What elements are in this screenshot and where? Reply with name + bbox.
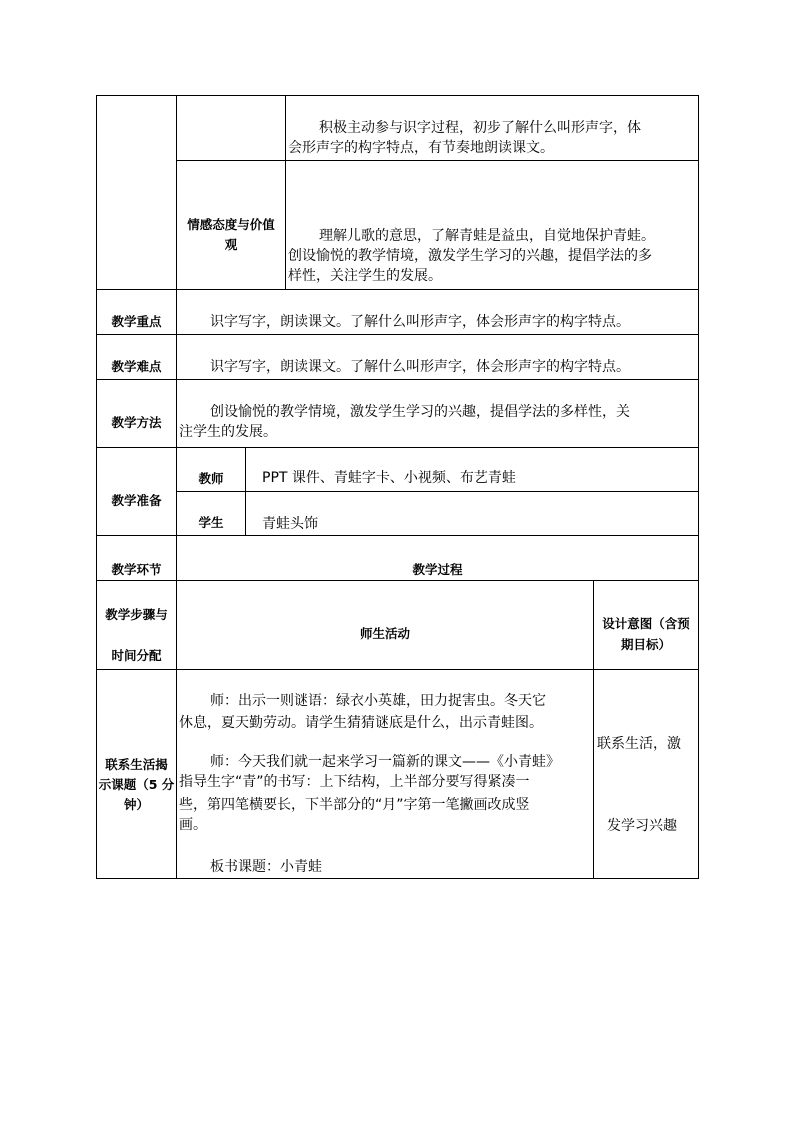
step1-p1-line2: 休息，夏天勤劳动。请学生猜猜谜底是什么，出示青蛙图。 bbox=[179, 715, 543, 731]
emotion-text-line2: 创设愉悦的教学情境，激发学生学习的兴趣，提倡学法的多 bbox=[288, 248, 652, 264]
step1-p1-line1: 师：出示一则谜语：绿衣小英雄，田力捉害虫。冬天它 bbox=[210, 693, 546, 709]
design-header-line2: 期目标） bbox=[620, 637, 671, 652]
cell-step1-label bbox=[96, 669, 177, 879]
process-goal-text-line2: 会形声字的构字特点，有节奏地朗读课文。 bbox=[288, 140, 554, 156]
difficulties-label: 教学难点 bbox=[111, 359, 162, 374]
preparation-label: 教学准备 bbox=[111, 493, 162, 508]
step1-label-line1: 联系生活揭 bbox=[105, 757, 168, 772]
design-header-line1: 设计意图（含预 bbox=[602, 616, 690, 631]
emotion-text-line3: 样性，关注学生的发展。 bbox=[288, 268, 442, 284]
step1-p2-line4: 画。 bbox=[179, 817, 207, 833]
process-value: 教学过程 bbox=[412, 562, 463, 577]
cell-process-goal-label bbox=[176, 95, 286, 161]
cell-objective-left-col bbox=[96, 95, 177, 290]
step1-label-line2: 示课题（5 分 bbox=[98, 777, 175, 792]
step1-label-line3: 钟） bbox=[123, 797, 149, 812]
teacher-label: 教师 bbox=[198, 471, 224, 486]
emotion-label-line2: 观 bbox=[224, 237, 238, 252]
teacher-text: PPT 课件、青蛙字卡、小视频、布艺青蛙 bbox=[262, 470, 516, 486]
process-goal-text-line1: 积极主动参与识字过程，初步了解什么叫形声字，体 bbox=[319, 120, 641, 136]
key-points-label: 教学重点 bbox=[111, 314, 162, 329]
steps-header-line2: 时间分配 bbox=[111, 648, 162, 663]
methods-label: 教学方法 bbox=[111, 415, 162, 430]
steps-header-line1: 教学步骤与 bbox=[105, 607, 168, 622]
cell-step1-design bbox=[593, 669, 699, 879]
activity-header: 师生活动 bbox=[359, 626, 410, 641]
student-label: 学生 bbox=[198, 515, 224, 530]
emotion-text-line1: 理解儿歌的意思，了解青蛙是益虫，自觉地保护青蛙。 bbox=[319, 228, 655, 244]
step1-p2-line3: 些，第四笔横要长，下半部分的“月”字第一笔撇画改成竖 bbox=[179, 797, 530, 813]
step1-p2-line1: 师：今天我们就一起来学习一篇新的课文——《小青蛙》 bbox=[210, 754, 560, 770]
step1-p2-line2: 指导生字“青”的书写：上下结构，上半部分要写得紧凑一 bbox=[179, 774, 530, 790]
key-points-text: 识字写字，朗读课文。了解什么叫形声字，体会形声字的构字特点。 bbox=[210, 314, 630, 330]
process-label: 教学环节 bbox=[111, 562, 162, 577]
student-text: 青蛙头饰 bbox=[262, 516, 318, 532]
difficulties-text: 识字写字，朗读课文。了解什么叫形声字，体会形声字的构字特点。 bbox=[210, 359, 630, 375]
methods-text-line1: 创设愉悦的教学情境，激发学生学习的兴趣，提倡学法的多样性，关 bbox=[210, 404, 630, 420]
step1-design-line2: 发学习兴趣 bbox=[607, 818, 677, 834]
step1-p3: 板书课题：小青蛙 bbox=[210, 859, 322, 875]
step1-design-line1: 联系生活，激 bbox=[597, 736, 681, 752]
emotion-label-line1: 情感态度与价值 bbox=[187, 217, 275, 232]
methods-text-line2: 注学生的发展。 bbox=[179, 424, 277, 440]
